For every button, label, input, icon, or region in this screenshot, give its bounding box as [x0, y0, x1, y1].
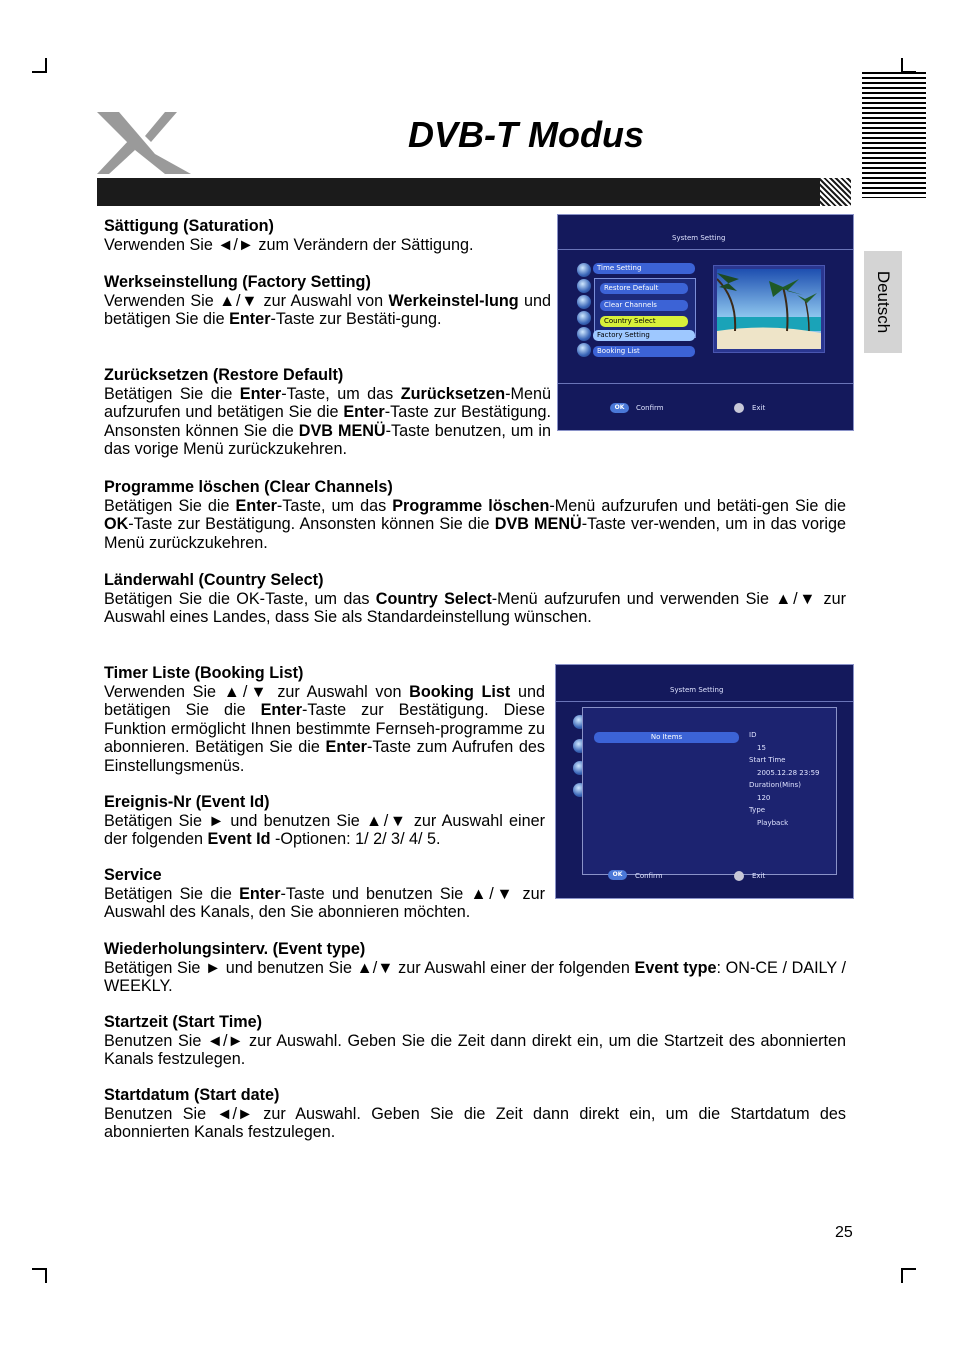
section-restore-default — [104, 366, 551, 459]
section-heading: Wiederholungsinterv. (Event type) — [104, 940, 366, 958]
section-heading: Programme löschen (Clear Channels) — [104, 478, 393, 496]
section-heading: Timer Liste (Booking List) — [104, 664, 304, 682]
section-heading: Länderwahl (Country Select) — [104, 571, 324, 589]
menu-icon — [577, 343, 591, 357]
duration-value: 120 — [757, 794, 771, 802]
type-value: Playback — [757, 819, 789, 827]
exit-button[interactable] — [734, 871, 744, 881]
ok-button[interactable]: OK — [610, 403, 629, 413]
confirm-label: Confirm — [635, 872, 663, 880]
menu-item-factory-setting[interactable]: Factory Setting — [593, 330, 695, 341]
section-body: Verwenden Sie ◄/► zum Verändern der Sättigung. — [104, 235, 474, 254]
section-body: Verwenden Sie ▲/▼ zur Auswahl von Werkeinstel-lung und betätigen Sie die Enter-Taste zur Bestäti-gung. — [104, 291, 551, 329]
section-heading: Startdatum (Start date) — [104, 1086, 280, 1104]
screen-divider — [558, 249, 853, 250]
header-bar — [97, 178, 851, 206]
section-heading: Service — [104, 866, 162, 884]
exit-label: Exit — [752, 404, 766, 412]
section-body: Betätigen Sie ► und benutzen Sie ▲/▼ zur Auswahl einer der folgenden Event Id -Optionen: 1/ 2/ 3/ 4/ 5. — [104, 811, 545, 849]
section-factory-setting — [104, 273, 551, 329]
screenshot-booking-list — [555, 664, 854, 899]
section-heading: Werkseinstellung (Factory Setting) — [104, 273, 371, 291]
page-title: DVB-T Modus — [408, 114, 644, 155]
start-time-label: Start Time — [749, 756, 786, 764]
section-body: Verwenden Sie ▲/▼ zur Auswahl von Booking List und betätigen Sie die Enter-Taste zur Bestätigung. Diese Funktion ermöglicht Ihnen bestimmte Fernseh-programme zu abonnieren. Betätigen Sie die Enter-Taste zum Aufrufen des Einstellungsmenüs. — [104, 682, 545, 775]
menu-icon — [577, 327, 591, 341]
section-body: Betätigen Sie die Enter-Taste, um das Programme löschen-Menü aufzurufen und betäti-gen Sie die OK-Taste zur Bestätigung. Ansonsten können Sie die DVB MENÜ-Taste ver-wenden, um in das vorige Menü zurückzukehren. — [104, 496, 846, 552]
screen-title: System Setting — [672, 234, 726, 242]
section-saturation — [104, 217, 554, 254]
menu-icon — [577, 295, 591, 309]
language-tab-label: Deutsch — [874, 270, 893, 334]
crop-mark-bottom-left — [32, 1268, 47, 1283]
page-number: 25 — [835, 1224, 853, 1241]
section-start-time — [104, 1013, 846, 1069]
id-value: 15 — [757, 744, 766, 752]
header-bar-pattern — [820, 178, 851, 206]
section-heading: Sättigung (Saturation) — [104, 217, 274, 235]
preview-frame — [713, 265, 825, 353]
section-event-type — [104, 940, 846, 996]
confirm-label: Confirm — [636, 404, 664, 412]
menu-item-restore-default[interactable]: Restore Default — [600, 283, 688, 294]
section-body: Benutzen Sie ◄/► zur Auswahl. Geben Sie die Zeit dann direkt ein, um die Startdatum des abonnierten Kanals festzulegen. — [104, 1104, 846, 1142]
brand-logo — [95, 110, 193, 176]
section-body: Betätigen Sie ► und benutzen Sie ▲/▼ zur Auswahl einer der folgenden Event type: ON-CE / DAILY / WEEKLY. — [104, 958, 846, 996]
id-label: ID — [749, 731, 757, 739]
section-body: Benutzen Sie ◄/► zur Auswahl. Geben Sie die Zeit dann direkt ein, um die Startzeit des abonnierten Kanals festzulegen. — [104, 1031, 846, 1069]
beach-preview-image — [717, 269, 821, 349]
menu-item-country-select[interactable]: Country Select — [600, 316, 688, 327]
exit-label: Exit — [752, 872, 766, 880]
section-country-select — [104, 571, 846, 627]
language-tab — [864, 251, 902, 353]
section-start-date — [104, 1086, 846, 1142]
section-heading: Ereignis-Nr (Event Id) — [104, 793, 270, 811]
menu-item-clear-channels[interactable]: Clear Channels — [600, 300, 688, 311]
section-heading: Zurücksetzen (Restore Default) — [104, 366, 344, 384]
ok-button[interactable]: OK — [608, 870, 627, 880]
menu-item-booking-list[interactable]: Booking List — [593, 346, 695, 357]
screenshot-system-setting — [557, 214, 854, 431]
crop-mark-top-left — [32, 58, 47, 73]
section-body: Betätigen Sie die Enter-Taste und benutzen Sie ▲/▼ zur Auswahl des Kanals, den Sie abonnieren möchten. — [104, 884, 545, 922]
booking-dialog — [582, 707, 837, 875]
menu-icon — [577, 263, 591, 277]
exit-button[interactable] — [734, 403, 744, 413]
section-body: Betätigen Sie die Enter-Taste, um das Zurücksetzen-Menü aufzurufen und betätigen Sie die Enter-Taste zur Bestätigung. Ansonsten können Sie die DVB MENÜ-Taste benutzen, um in das vorige Menü zurückzukehren. — [104, 384, 551, 459]
duration-label: Duration(Mins) — [749, 781, 801, 789]
menu-icon — [577, 279, 591, 293]
start-time-value: 2005.12.28 23:59 — [757, 769, 820, 777]
screen-divider — [558, 383, 853, 384]
section-body: Betätigen Sie die OK-Taste, um das Country Select-Menü aufzurufen und verwenden Sie ▲/▼ zur Auswahl eines Landes, dass Sie als Standardeinstellung wünschen. — [104, 589, 846, 627]
menu-icon — [577, 311, 591, 325]
screen-divider — [556, 701, 853, 702]
type-label: Type — [749, 806, 766, 814]
crop-mark-bottom-right — [901, 1268, 916, 1283]
section-booking-list — [104, 664, 545, 776]
section-event-id — [104, 793, 545, 849]
booking-list-item[interactable]: No Items — [594, 732, 739, 743]
crop-mark-top-right — [901, 58, 916, 73]
menu-item-time-setting[interactable]: Time Setting — [593, 263, 695, 274]
section-heading: Startzeit (Start Time) — [104, 1013, 263, 1031]
section-clear-channels — [104, 478, 846, 552]
section-service — [104, 866, 545, 922]
screen-title: System Setting — [670, 686, 724, 694]
edge-stripes — [862, 72, 926, 198]
